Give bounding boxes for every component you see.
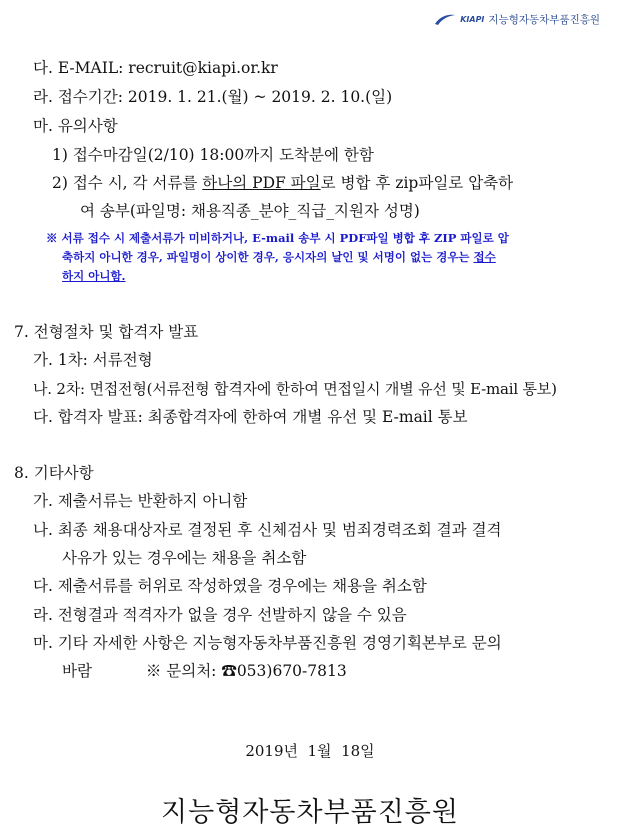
header-logo — [434, 12, 600, 27]
section-8-item-2-cont: 사유가 있는 경우에는 채용을 취소함 — [62, 549, 307, 567]
logo-mark: KIAPI — [460, 15, 485, 24]
notes-heading: 마. 유의사항 — [33, 117, 118, 135]
note-item-2-text-a: 2) 접수 시, 각 서류를 — [52, 174, 203, 192]
note-item-2-cont: 여 송부(파일명: 채용직종_분야_직급_지원자 성명) — [80, 202, 420, 220]
warning-note-line-1: ※ 서류 접수 시 제출서류가 미비하거나, E-mail 송부 시 PDF파일 병합 후 ZIP 파일로 압 — [46, 231, 509, 245]
section-7-item-1: 가. 1차: 서류전형 — [33, 351, 153, 369]
note-item-2-underlined: 하나의 PDF 파일 — [202, 174, 321, 192]
warning-note-line-2 — [62, 248, 496, 267]
kiapi-swoosh-icon — [434, 13, 456, 27]
section-8-item-3: 다. 제출서류를 허위로 작성하였을 경우에는 채용을 취소함 — [33, 577, 427, 595]
email-line: 다. E-MAIL: recruit@kiapi.or.kr — [33, 59, 278, 77]
organization-name: 지능형자동차부품진흥원 — [161, 797, 459, 828]
section-8-item-5-tail: 바람 — [62, 662, 92, 680]
document-date: 2019년 1월 18일 — [245, 742, 375, 760]
note-item-1: 1) 접수마감일(2/10) 18:00까지 도착분에 한함 — [52, 146, 374, 164]
section-7-item-3: 다. 합격자 발표: 최종합격자에 한하여 개별 유선 및 E-mail 통보 — [33, 408, 468, 426]
section-8-item-1: 가. 제출서류는 반환하지 아니함 — [33, 492, 248, 510]
section-8-item-4: 라. 전형결과 적격자가 없을 경우 선발하지 않을 수 있음 — [33, 606, 407, 624]
warning-note-line-2-text: 축하지 아니한 경우, 파일명이 상이한 경우, 응시자의 날인 및 서명이 없는 경우는 — [62, 250, 474, 264]
section-7-heading: 7. 전형절차 및 합격자 발표 — [14, 323, 199, 341]
section-8-item-2: 나. 최종 채용대상자로 결정된 후 신체검사 및 범죄경력조회 결과 결격 — [33, 521, 502, 539]
section-8-item-5: 마. 기타 자세한 사항은 지능형자동차부품진흥원 경영기획본부로 문의 — [33, 634, 502, 652]
note-item-2-text-b: 로 병합 후 zip파일로 압축하 — [320, 174, 514, 192]
note-item-2 — [52, 173, 513, 193]
section-7-item-2: 나. 2차: 면접전형(서류전형 합격자에 한하여 면접일시 개별 유선 및 E-mail 통보) — [33, 380, 557, 398]
period-line: 라. 접수기간: 2019. 1. 21.(월) ~ 2019. 2. 10.(일) — [33, 88, 393, 106]
warning-note-line-2-underlined: 접수 — [473, 250, 496, 264]
warning-note-line-3 — [62, 267, 126, 286]
warning-note-line-3-underlined: 하지 아니함. — [62, 269, 126, 283]
contact-info: ※ 문의처: ☎053)670-7813 — [145, 662, 347, 680]
section-8-item-5-cont — [62, 661, 347, 681]
section-8-heading: 8. 기타사항 — [14, 464, 94, 482]
logo-org-name: 지능형자동차부품진흥원 — [488, 14, 600, 26]
